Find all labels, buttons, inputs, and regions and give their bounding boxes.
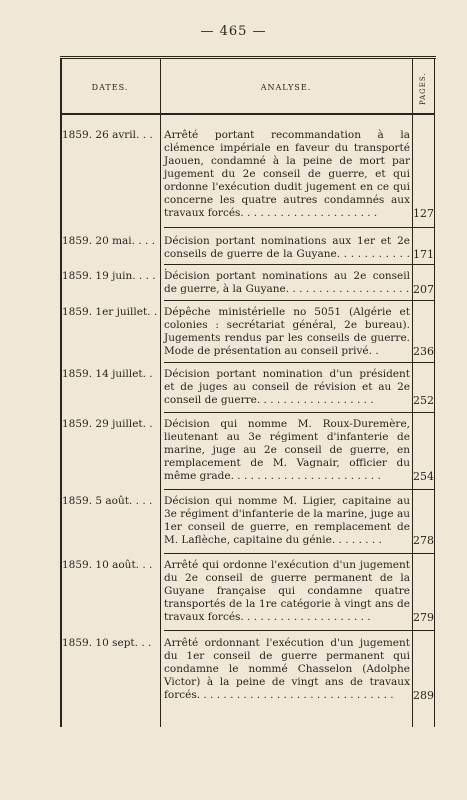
entry-text: Décision qui nomme M. Roux-Duremère, lieutenant au 3e régiment d'infanterie de marine, juge au 2e conseil de guerre, en remplacement de M. Vagnair, officier du même grade. . . . . . . . . . . . . . . . . . . . . . . bbox=[164, 418, 410, 482]
row-rule bbox=[164, 630, 434, 631]
column-rule bbox=[434, 59, 435, 727]
column-rule bbox=[160, 59, 161, 727]
row-rule bbox=[164, 362, 434, 363]
header-analyse: ANALYSE. bbox=[260, 83, 312, 92]
row-rule bbox=[164, 553, 434, 554]
entry-date: 1859. 20 mai. . . . bbox=[62, 235, 156, 247]
row-rule bbox=[164, 300, 434, 301]
entry-text: Arrêté qui ordonne l'exécution d'un jugement du 2e conseil de guerre permanent de la Guyane française qui condamne quatre transportés de la 1re catégorie à vingt ans de travaux forcés. . . . . . . . . . . . . . . . . . . . bbox=[164, 559, 410, 623]
page-number: — 465 — bbox=[200, 24, 267, 39]
header-pages: PAGES. bbox=[419, 72, 427, 106]
row-rule bbox=[164, 227, 434, 228]
entry-page: 171 bbox=[413, 248, 434, 261]
header-rule bbox=[60, 113, 412, 115]
entry-date: 1859. 5 août. . . . bbox=[62, 495, 153, 507]
entry-text: Arrêté portant recommandation à la clémence impériale en faveur du transporté Jaouen, condamné à la peine de mort par jugement du 2e conseil de guerre, et qui ordonne l'exécution dudit jugement en ce qui concerne les quatre autres condamnés aux travaux forcés. . . . . . . . . . . . . . . . . . . . . bbox=[164, 129, 410, 219]
header-dates: DATES. bbox=[91, 83, 129, 92]
entry-text: Décision portant nominations aux 1er et 2e conseils de guerre de la Guyane. . . . . . . . . . . . bbox=[164, 235, 410, 273]
entry-text: Décision qui nomme M. Ligier, capitaine au 3e régiment d'infanterie de la marine, juge au 1er conseil de guerre, en remplacement de M. Laflèche, capitaine du génie. . . . . . . . bbox=[164, 495, 410, 546]
entry-date: 1859. 19 juin. . . . bbox=[62, 270, 156, 282]
entry-page: 279 bbox=[413, 611, 434, 624]
entry-page: 207 bbox=[413, 283, 434, 296]
index-table bbox=[60, 56, 436, 727]
entry-page: 127 bbox=[413, 207, 434, 220]
entry-text: Décision portant nomination d'un président et de juges au conseil de révision et au 2e conseil de guerre. . . . . . . . . . . . . . . . . . bbox=[164, 368, 410, 406]
entry-date: 1859. 10 août. . . bbox=[62, 559, 153, 571]
entry-date: 1859. 10 sept. . . bbox=[62, 637, 152, 649]
entry-page: 252 bbox=[413, 394, 434, 407]
row-rule bbox=[164, 264, 434, 265]
entry-date: 1859. 26 avril. . . bbox=[62, 129, 153, 141]
header-rule bbox=[412, 113, 434, 115]
entry-text: Dépêche ministérielle no 5051 (Algérie et colonies : secrétariat général, 2e bureau). Jugements rendus par les conseils de guerre. Mode de présentation au conseil privé. . bbox=[164, 306, 410, 357]
entry-text: Décision portant nominations au 2e conseil de guerre, à la Guyane. . . . . . . . . . . . . . . . . . . bbox=[164, 270, 410, 295]
entry-page: 289 bbox=[413, 689, 434, 702]
entry-date: 1859. 14 juillet. . bbox=[62, 368, 153, 380]
column-rule bbox=[412, 59, 413, 727]
row-rule bbox=[164, 412, 434, 413]
entry-page: 254 bbox=[413, 470, 434, 483]
entry-page: 236 bbox=[413, 345, 434, 358]
entry-page: 278 bbox=[413, 534, 434, 547]
entry-date: 1859. 1er juillet. . bbox=[62, 306, 158, 318]
row-rule bbox=[164, 489, 434, 490]
entry-date: 1859. 29 juillet. . bbox=[62, 418, 153, 430]
entry-text: Arrêté ordonnant l'exécution d'un jugement du 1er conseil de guerre permanent qui condamne le nommé Chasselon (Adolphe Victor) à la peine de vingt ans de travaux forcés. . . . . . . . . . . . . . . . . . . . . . . . . . . . . . bbox=[164, 637, 410, 701]
column-rule bbox=[60, 59, 62, 727]
